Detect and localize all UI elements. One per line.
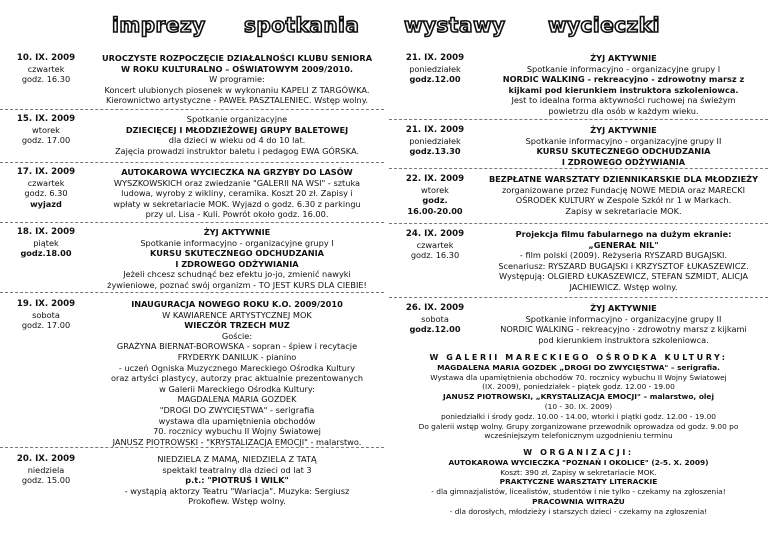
event-line: ŻYJ AKTYWNIE [590,303,657,313]
event-date: 21. IX. 2009 [405,53,465,63]
event-line: ŻYJ AKTYWNIE [203,227,271,237]
event-day: sobota [421,313,449,324]
event-line: 70. rocznicy wybuchu II Wojny Światowej [153,426,321,437]
event-time-extra: 16.00-20.00 [407,205,463,216]
event-date-block [0,53,92,85]
event-line: Spotkanie organizacyjne [186,114,288,124]
event-date-block [0,114,92,146]
event-line: - uczeń Ogniska Muzycznego Mareckiego Ośrodka Kultury [118,362,356,373]
event-line: w Galerii Mareckiego Ośrodka Kultury: [159,383,315,394]
event-line: Kierownictwo artystyczne - PAWEŁ PASZTALENIEC. Wstęp wolny. [105,95,369,106]
organize-line: PRAKTYCZNE WARSZTATY LITERACKIE [499,477,658,487]
event-date-block [0,227,92,259]
divider [0,447,384,448]
gallery-line: JANUSZ PIOTROWSKI, „KRYSTALIZACJA EMOCJI" – malarstwo, olej [443,392,714,402]
event-date-block [0,299,92,331]
event-date: 20. IX. 2009 [16,454,76,464]
event-line: INAUGURACJA NOWEGO ROKU K.O. 2009/2010 [131,299,343,309]
event-line: Goście: [221,330,253,341]
event-line: AUTOKAROWA WYCIECZKA NA GRZYBY DO LASÓW [121,167,353,177]
event-description [94,53,380,106]
event-description [483,229,764,293]
event-line: Spotkanie informacyjno - organizacyjne grupy II [525,313,722,324]
event-line: dla dzieci w wieku od 4 do 10 lat. [168,135,306,146]
event-line: JANUSZ PIOTROWSKI - "KRYSTALIZACJA EMOCJI" - malarstwo. [112,436,362,447]
event-line: NIEDZIELA Z MAMĄ, NIEDZIELA Z TATĄ [157,454,317,464]
event-line: W KAWIARENCE ARTYSTYCZNEJ MOK [162,309,312,320]
event-line: Projekcja filmu fabularnego na dużym ekranie: [515,229,732,239]
event-description [483,174,764,216]
header-wystawy: wystawy [404,13,506,37]
event-description [483,53,764,117]
event-line: W programie: [209,74,265,85]
event-line: przy ul. Lisa - Kuli. Powrót około godz. 16.00. [145,209,329,220]
event-line: wpłaty w sekretariacie MOK. Wyjazd o godz. 6.30 z parkingu [113,198,361,209]
event-date: 22. IX. 2009 [405,174,465,184]
event-line: Jest to idealna forma aktywności ruchowej na świeżym [511,95,736,106]
event-date-block [389,174,481,216]
organization-section [389,448,768,517]
divider [0,162,384,163]
event-time-extra: wyjazd [30,198,62,209]
event-day: poniedziałek [409,135,461,146]
event-date-block [389,53,481,85]
event-line: MAGDALENA MARIA GOZDEK [177,394,297,405]
event-line: Scenariusz: RYSZARD BUGAJSKI i KRZYSZTOF ŁUKASZEWICZ. [498,260,749,271]
event-line: NORDIC WALKING - rekreacyjno - zdrowotny marsz z kijkami [500,324,747,335]
event-day: czwartek [27,63,65,74]
event-day: niedziela [27,464,65,475]
divider [389,223,768,224]
event-line: powietrzu dla osób w każdym wieku. [548,105,699,116]
event-line: I ZDROWEGO ODŻYWIANIA [561,156,686,167]
event-time: godz. 16.30 [21,74,71,85]
event-line: Zapisy w sekretariacie MOK. [565,205,682,216]
divider [0,292,384,293]
event-line: pod kierunkiem instruktora szkoleniowca. [538,334,709,345]
event-line: OŚRODEK KULTURY w Zespole Szkół nr 1 w Markach. [515,195,732,206]
header-wycieczki: wycieczki [548,13,660,37]
event-time: godz. 16.30 [410,250,460,261]
event-description [94,454,380,507]
event-line: WIECZÓR TRZECH MUZ [184,320,290,331]
event-date-block [0,454,92,486]
event-date: 26. IX. 2009 [405,303,465,313]
event-line: W ROKU KULTURALNO – OŚWIATOWYM 2009/2010. [120,63,354,74]
event-time: godz. 15.00 [21,475,71,486]
event-day: czwartek [416,239,454,250]
event-line: WYSZKOWSKICH oraz zwiedzanie "GALERII NA WSI" - sztuka [113,177,361,188]
event-line: - film polski (2009). Reżyseria RYSZARD BUGAJSKI. [519,250,728,261]
divider [389,297,768,298]
event-date-block [389,303,481,335]
divider [389,119,768,120]
event-line: żywieniowe, poznać swój organizm - TO JEST KURS DLA CIEBIE! [107,279,367,290]
event-line: Prokofiew. Wstęp wolny. [188,496,286,507]
gallery-line: (IX. 2009), poniedziałek - piątek godz. 12.00 - 19.00 [482,382,675,392]
event-line: DZIECIĘCEJ I MŁODZIEŻOWEJ GRUPY BALETOWEJ [125,124,349,135]
event-line: - wystąpią aktorzy Teatru "Wariacja". Muzyka: Sergiusz [124,485,350,496]
event-date-block [0,167,92,209]
event-line: UROCZYSTE ROZPOCZĘCIE DZIAŁALNOŚCI KLUBU SENIORA [101,53,373,63]
event-time: godz. 17.00 [21,320,71,331]
organize-line: - dla gimnazjalistów, licealistów, studentów i nie tylko - czekamy na zgłoszenia! [431,487,726,497]
event-time: godz.12.00 [409,74,461,85]
event-date: 24. IX. 2009 [405,229,465,239]
event-description [94,299,380,447]
divider [0,222,384,223]
header-spotkania: spotkania [244,13,360,37]
organize-heading: W ORGANIZACJI: [523,448,634,457]
event-line: spektakl teatralny dla dzieci od lat 3 [162,464,312,475]
event-day: poniedziałek [409,63,461,74]
event-date: 10. IX. 2009 [16,53,76,63]
organize-line: - dla dorosłych, młodzieży i starszych dzieci - czekamy na zgłoszenia! [449,506,708,516]
event-date: 18. IX. 2009 [16,227,76,237]
event-line: wystawa dla upamiętnienia obchodów [158,415,316,426]
organize-line: Koszt: 390 zł. Zapisy w sekretariacie MOK. [500,467,657,477]
event-line: zorganizowane przez Fundację NOWE MEDIA oraz MARECKI [501,184,746,195]
event-line: FRYDERYK DANILUK - pianino [177,351,297,362]
event-description [94,167,380,220]
event-line: oraz artyści plastycy, autorzy prac aktualnie prezentowanych [110,373,364,384]
event-line: ŻYJ AKTYWNIE [590,53,657,63]
event-day: piątek [33,237,59,248]
gallery-line: Do galerii wstęp wolny. Grupy zorganizowane przewodnik oprowadza od godz. 9.00 po [418,421,739,431]
event-date: 17. IX. 2009 [16,167,76,177]
gallery-section [389,353,768,441]
event-date: 19. IX. 2009 [16,299,76,309]
event-time: godz. 6.30 [24,188,68,199]
event-description [94,227,380,291]
event-line: Zajęcia prowadzi instruktor baletu i pedagog EWA GÓRSKA. [114,145,360,156]
event-line: Występują: OLGIERD ŁUKASZEWICZ, STEFAN SZMIDT, ALICJA [499,271,748,282]
event-line: GRAŻYNA BIERNAT-BOROWSKA - sopran - śpiew i recytacje [116,341,358,352]
event-line: kijkami pod kierunkiem instruktora szkoleniowca. [508,84,739,95]
event-day: wtorek [421,184,449,195]
event-date-block [389,229,481,261]
gallery-line: (10 - 30. IX. 2009) [544,401,613,411]
event-line: ŻYJ AKTYWNIE [590,125,657,135]
gallery-line: wcześniejszym telefonicznym uzgodnieniu terminu [484,431,673,441]
event-line: KURSU SKUTECZNEGO ODCHUDZANIA [536,146,711,157]
event-line: I ZDROWEGO ODŻYWIANIA [175,258,299,269]
event-line: BEZPŁATNE WARSZTATY DZIENNIKARSKIE DLA MŁODZIEŻY [488,174,759,184]
event-line: p.t.: "PIOTRUŚ I WILK" [185,475,289,486]
event-line: „GENERAŁ NIL" [588,239,659,250]
event-time: godz. 17.00 [21,135,71,146]
organize-line: AUTOKAROWA WYCIECZKA "POZNAŃ I OKOLICE" (2-5. X. 2009) [448,457,709,467]
event-line: KURSU SKUTECZNEGO ODCHUDZANIA [150,248,324,259]
event-description [483,125,764,167]
event-line: Spotkanie informacyjno - organizacyjne grupy I [526,63,721,74]
event-date: 21. IX. 2009 [405,125,465,135]
event-line: Koncert ulubionych piosenek w wykonaniu KAPELI Z TARGÓWKA. [104,84,370,95]
event-line: NORDIC WALKING - rekreacyjno - zdrowotny marsz z [502,74,745,85]
event-day: czwartek [27,177,65,188]
gallery-heading: W GALERII MARECKIEGO OŚRODKA KULTURY: [429,353,728,362]
event-day: wtorek [32,124,60,135]
event-time: godz. [422,195,448,206]
event-day: sobota [32,309,60,320]
event-line: ludowa, wyroby z wikliny, ceramika. Koszt 20 zł. Zapisy i [121,188,353,199]
event-description [483,303,764,345]
event-line: Spotkanie informacyjno - organizacyjne grupy II [525,135,722,146]
event-line: Jeżeli chcesz schudnąć bez efektu jo-jo, zmienić nawyki [123,269,351,280]
gallery-line: MAGDALENA MARIA GOZDEK „DROGI DO ZWYCIĘSTWA" – serigrafia. [437,362,720,372]
event-time: godz.18.00 [20,248,72,259]
event-description [94,114,380,156]
divider [389,168,768,169]
gallery-line: Wystawa dla upamiętnienia obchodów 70. rocznicy wybuchu II Wojny Światowej [430,372,727,382]
event-time: godz.13.30 [409,146,461,157]
event-time: godz.12.00 [409,324,461,335]
header-imprezy: imprezy [112,13,206,37]
gallery-line: poniedziałki i środy godz. 10.00 - 14.00, wtorki i piątki godz. 12.00 - 19.00 [441,411,716,421]
event-date: 15. IX. 2009 [16,114,76,124]
event-line: "DROGI DO ZWYCIĘSTWA" - serigrafia [159,404,315,415]
divider [0,109,384,110]
event-date-block [389,125,481,157]
organize-line: PRACOWNIA WITRAŻU [532,496,625,506]
event-line: JACHIEWICZ. Wstęp wolny. [569,281,678,292]
event-line: Spotkanie informacyjno - organizacyjne grupy I [140,237,334,248]
